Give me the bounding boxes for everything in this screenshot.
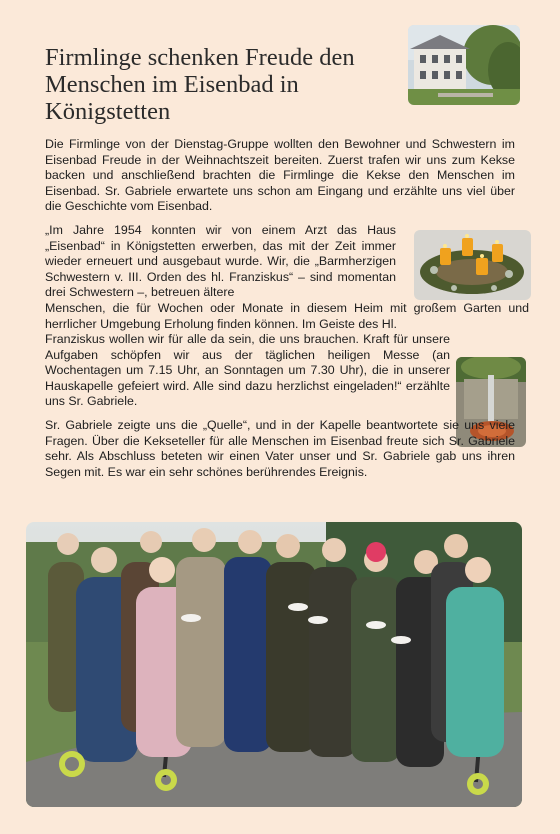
paragraph-history-part1: „Im Jahre 1954 konnten wir von einem Arzt das Haus „Eisenbad“ in Königstetten erwerben, das mit der Zeit immer wieder erneuert und ausgebaut wurde. Wir, die „Barmherzigen Schwestern v. III. Orden des hl. Franziskus“ – sind momentan drei Schwestern –, betreuen ältere (45, 223, 396, 300)
paragraph-closing: Sr. Gabriele zeigte uns die „Quelle“, und in der Kapelle beantwortete sie uns viele Fragen. Über die Kekseteller für alle Menschen im Eisenbad freute sich Sr. Gabriele sehr. Als Abschluss beteten wir einen Vater unser und Sr. Gabriele gab uns ihren Segen mit. Es war ein sehr schönes berührendes Ereignis. (45, 418, 515, 479)
paragraph-intro: Die Firmlinge von der Dienstag-Gruppe wollten den Bewohner und Schwestern im Eisenbad Freude in der Weihnachtszeit bereiten. Zuerst trafen wir uns zum Kekse backen und anschließend brachten die Firmlinge die Kekse den Menschen im Eisenbad. Sr. Gabriele erwartete uns schon am Eingang und erzählte uns viel über die Geschichte vom Eisenbad. (45, 137, 515, 214)
paragraph-history-part3: Franziskus wollen wir für alle da sein, die uns brauchen. Kraft für unsere Aufgaben schöpfen wir aus der täglichen heiligen Messe (an Wochentagen um 7.15 Uhr, an Sonntagen um 7.30 Uhr), die in unserer Hauskapelle gefeiert wird. Alle sind dazu herzlichst eingeladen!“ erzählte uns Sr. Gabriele. (45, 332, 450, 409)
title-line: Menschen im Eisenbad in (45, 71, 299, 98)
title-line: Königstetten (45, 98, 171, 125)
title-line: Firmlinge schenken Freude den (45, 44, 355, 71)
advent-wreath-photo (414, 230, 531, 300)
group-photo (26, 522, 522, 807)
paragraph-history-part2: Menschen, die für Wochen oder Monate in diesem Heim mit großem Garten und herrlicher Umgebung Erholung finden können. Im Geiste des Hl. (45, 301, 529, 331)
house-photo (408, 25, 520, 105)
article-title (45, 44, 400, 125)
